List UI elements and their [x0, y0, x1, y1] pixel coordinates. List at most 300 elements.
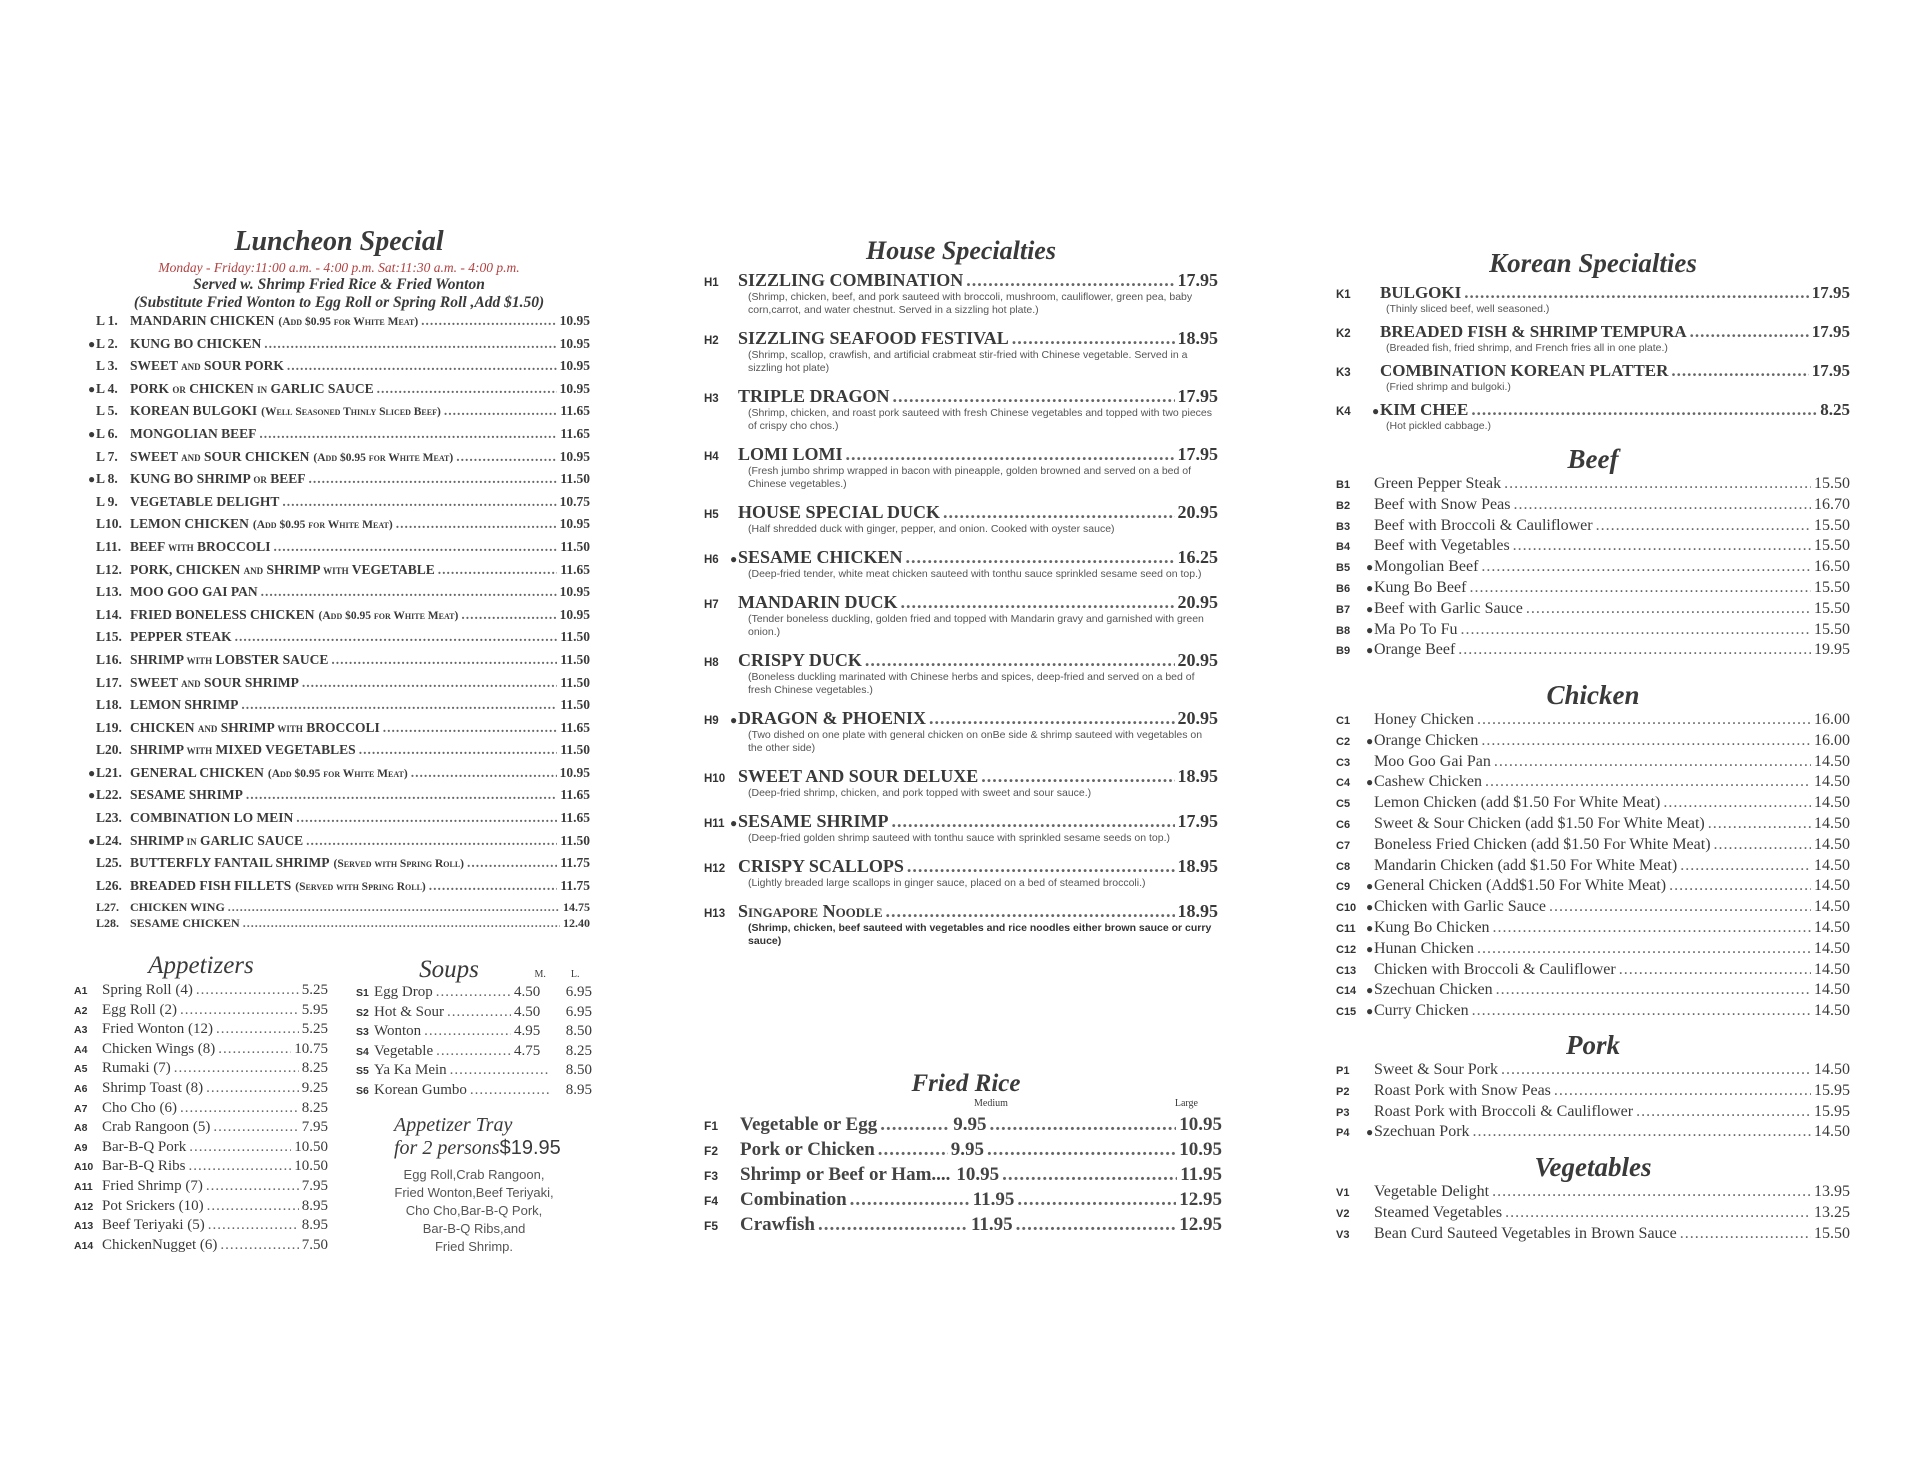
leader-dots [1714, 836, 1811, 854]
item-name: Beef Teriyaki (5) [102, 1217, 205, 1234]
item-name: SESAME SHRIMP [130, 787, 243, 803]
lunch-item [88, 629, 590, 652]
leader-dots [359, 742, 558, 758]
item-name: Szechuan Pork [1374, 1123, 1470, 1141]
chicken-item [1336, 711, 1850, 732]
leader-dots [1680, 857, 1811, 875]
item-price: 14.50 [1814, 752, 1850, 770]
tray-line: Bar-B-Q Ribs,and [422, 1221, 526, 1236]
soups-title: Soups [419, 956, 479, 983]
item-name: Sweet & Sour Pork [1374, 1061, 1498, 1078]
item-price: 11.65 [560, 787, 590, 803]
soups-size-m: M. [534, 969, 546, 980]
item-price: 14.50 [1814, 1002, 1850, 1020]
appetizer-item [74, 1178, 328, 1198]
item-code: L28. [96, 916, 120, 931]
leader-dots [878, 1139, 948, 1161]
item-note: (Add $0.95 for White Meat) [318, 609, 459, 622]
lunch-item [88, 855, 590, 878]
item-price: 11.65 [560, 719, 590, 735]
item-name: Singapore Noodle [738, 901, 883, 921]
fried-rice-title: Fried Rice [911, 1070, 1021, 1097]
item-name: SWEET and SOUR PORK [130, 358, 284, 374]
lunch-item [88, 833, 590, 856]
item-price-large: 8.50 [565, 1023, 592, 1040]
item-name: SWEET and SOUR CHICKEN [130, 448, 310, 464]
item-name: Mongolian Beef [1374, 558, 1479, 576]
item-code: L19. [96, 719, 122, 735]
leader-dots [1485, 773, 1811, 791]
item-price: 5.95 [301, 1001, 328, 1018]
chicken-item [1336, 1002, 1850, 1023]
leader-dots [450, 1062, 549, 1079]
leader-dots [1505, 1204, 1811, 1222]
beef-item [1336, 558, 1850, 579]
leader-dots [1513, 537, 1811, 555]
leader-dots [274, 539, 558, 555]
item-name: Hunan Chicken [1374, 939, 1474, 957]
house-item [704, 328, 1218, 375]
korean-item [1336, 322, 1850, 342]
item-price-medium: 11.95 [970, 1214, 1013, 1235]
chicken-item [1336, 732, 1850, 753]
lunch-item [88, 652, 590, 675]
item-name: Pork or Chicken [740, 1139, 875, 1160]
item-code: K2 [1336, 328, 1351, 340]
item-price: 14.50 [1814, 856, 1850, 874]
item-name: Vegetable Delight [1374, 1183, 1490, 1200]
item-description: (Half shredded duck with ginger, pepper, and onion. Cooked with oyster sauce) [748, 523, 1115, 535]
item-code: B6 [1336, 582, 1351, 595]
item-code: B5 [1336, 562, 1351, 575]
leader-dots [282, 494, 556, 510]
item-code: V2 [1336, 1207, 1350, 1220]
item-name: Beef with Garlic Sauce [1374, 599, 1523, 617]
item-name: Bean Curd Sauteed Vegetables in Brown Sauce [1374, 1224, 1677, 1242]
item-name: Kung Bo Chicken [1374, 918, 1490, 936]
leader-dots [383, 720, 558, 736]
spicy-icon: ● [88, 788, 96, 803]
item-description: (Fresh jumbo shrimp wrapped in bacon with pineapple, golden browned and served on a bed of Chinese vegetables.) [748, 465, 1192, 490]
item-code: F1 [704, 1119, 719, 1133]
item-price: 10.95 [559, 448, 590, 464]
item-note: (Add $0.95 for White Meat) [313, 451, 454, 464]
item-code: C3 [1336, 756, 1351, 769]
item-name: Pot Srickers (10) [102, 1197, 204, 1214]
item-code: P1 [1336, 1065, 1350, 1077]
vegetables-section [1336, 1152, 1850, 1245]
item-name: Steamed Vegetables [1374, 1203, 1503, 1221]
leader-dots [1619, 961, 1811, 979]
leader-dots [261, 584, 557, 600]
leader-dots [264, 336, 556, 352]
item-name: Fried Wonton (12) [102, 1021, 214, 1038]
soup-item [356, 1043, 592, 1063]
appetizer-item [74, 1041, 328, 1061]
house-item [704, 708, 1218, 755]
leader-dots [1680, 1225, 1811, 1243]
item-price: 20.95 [1177, 502, 1218, 522]
item-price: 11.50 [560, 538, 590, 554]
item-price: 15.50 [1814, 516, 1850, 534]
leader-dots [989, 1114, 1176, 1136]
tray-title-2: for 2 persons [394, 1137, 500, 1159]
item-price: 17.95 [1177, 270, 1218, 290]
house-item [704, 766, 1218, 800]
item-name: SWEET AND SOUR DELUXE [738, 766, 979, 786]
item-name: CRISPY DUCK [738, 650, 862, 670]
leader-dots [1481, 732, 1811, 750]
leader-dots [377, 381, 557, 397]
item-price-medium: 4.50 [514, 984, 541, 1000]
item-price: 11.50 [560, 471, 590, 487]
item-name: SHRIMP in GARLIC SAUCE [130, 832, 304, 848]
house-item-row [704, 766, 1218, 787]
appetizer-item [74, 1080, 328, 1100]
pork-item [1336, 1082, 1850, 1103]
leader-dots [216, 1021, 299, 1038]
leader-dots [180, 1002, 299, 1019]
spicy-icon: ● [1366, 1004, 1374, 1019]
item-price: 11.50 [560, 629, 590, 645]
fried-rice-item [704, 1164, 1228, 1189]
beef-section [1336, 444, 1850, 662]
item-code: L 3. [96, 358, 118, 374]
leader-dots [1458, 641, 1811, 659]
item-code: A4 [74, 1043, 88, 1056]
korean-list [1336, 283, 1850, 433]
item-price: 11.75 [560, 877, 590, 893]
lunch-item [88, 916, 590, 932]
leader-dots [886, 901, 1175, 922]
vegetable-item [1336, 1204, 1850, 1225]
item-price: 14.75 [563, 900, 590, 915]
item-price: 10.95 [559, 764, 590, 780]
item-description: (Lightly breaded large scallops in ginger sauce, placed on a bed of steamed broccoli.) [748, 877, 1146, 889]
item-price: 17.95 [1177, 386, 1218, 406]
item-code: L13. [96, 584, 122, 600]
item-code: L 7. [96, 448, 118, 464]
tray-title-1: Appetizer Tray [394, 1114, 513, 1136]
pork-list [1336, 1061, 1850, 1144]
appetizer-item [74, 1100, 328, 1120]
item-code: L18. [96, 697, 122, 713]
item-name: Bar-B-Q Pork [102, 1138, 187, 1155]
item-price: 14.50 [1814, 773, 1850, 791]
item-code: H13 [704, 908, 726, 920]
item-code: C15 [1336, 1006, 1357, 1019]
item-code: A13 [74, 1220, 94, 1233]
tray-line: Fried Wonton,Beef Teriyaki, [394, 1185, 554, 1200]
item-price: 8.25 [301, 1099, 328, 1116]
item-price: 20.95 [1177, 650, 1218, 670]
item-price: 10.95 [559, 606, 590, 622]
beef-item [1336, 621, 1850, 642]
tray-line: Egg Roll,Crab Rangoon, [403, 1167, 545, 1182]
spicy-icon: ● [1366, 920, 1374, 935]
item-code: B2 [1336, 499, 1351, 512]
leader-dots [1596, 517, 1811, 535]
leader-dots [174, 1060, 299, 1077]
item-code: H10 [704, 773, 726, 785]
chicken-item [1336, 919, 1850, 940]
item-description: (Boneless duckling marinated with Chinese herbs and spices, deep-fried and served on a bed of fresh Chinese vegetables.) [748, 671, 1195, 696]
chicken-item [1336, 898, 1850, 919]
item-name: BULGOKI [1380, 283, 1462, 302]
vegetable-item [1336, 1225, 1850, 1246]
leader-dots [1671, 361, 1808, 381]
tray-line: Fried Shrimp. [434, 1239, 514, 1254]
item-code: A6 [74, 1082, 88, 1095]
leader-dots [218, 1041, 291, 1058]
tray-contents [356, 1166, 592, 1256]
fried-rice-item [704, 1189, 1228, 1214]
soups-section [356, 954, 592, 1102]
item-name: Egg Drop [374, 984, 433, 1000]
item-code: K4 [1336, 406, 1351, 418]
spicy-icon: ● [88, 381, 96, 396]
leader-dots [1477, 940, 1811, 958]
item-price: 10.50 [294, 1158, 328, 1175]
item-code: B1 [1336, 479, 1351, 491]
house-item-row [704, 270, 1218, 291]
item-name: MONGOLIAN BEEF [130, 425, 257, 441]
item-name: COMBINATION KOREAN PLATTER [1380, 361, 1669, 380]
item-name: CHICKEN WING [130, 900, 225, 915]
item-name: Beef with Vegetables [1374, 537, 1510, 555]
fried-rice-list [704, 1114, 1228, 1239]
house-item-row [704, 547, 1218, 568]
item-name: BREADED FISH FILLETS [130, 877, 292, 893]
chicken-item [1336, 877, 1850, 898]
leader-dots [818, 1214, 968, 1236]
beef-item [1336, 600, 1850, 621]
item-code: B3 [1336, 520, 1351, 533]
item-name: Wonton [374, 1023, 422, 1040]
leader-dots [1017, 1189, 1176, 1211]
item-name: Curry Chicken [1374, 1002, 1469, 1020]
item-code: A14 [74, 1239, 94, 1252]
appetizer-item [74, 1158, 328, 1178]
item-price: 7.50 [301, 1236, 328, 1253]
pork-title: Pork [1566, 1030, 1620, 1060]
item-price: 11.50 [560, 742, 590, 758]
lunch-item [88, 675, 590, 698]
item-price: 11.65 [560, 403, 590, 419]
item-code: C13 [1336, 964, 1357, 977]
item-price: 17.95 [1811, 361, 1850, 380]
leader-dots [907, 856, 1175, 877]
item-code: L26. [96, 877, 122, 893]
house-item-row [704, 444, 1218, 465]
item-name: Honey Chicken [1374, 711, 1474, 728]
item-price: 8.95 [301, 1217, 328, 1234]
item-price-large: 10.95 [1179, 1114, 1222, 1135]
item-name: Egg Roll (2) [102, 1001, 177, 1018]
item-price-medium: 9.95 [953, 1114, 987, 1135]
lunch-item [88, 878, 590, 901]
leader-dots [411, 765, 557, 781]
item-code: C9 [1336, 881, 1351, 894]
item-name: Korean Gumbo [374, 1081, 467, 1098]
leader-dots [306, 833, 557, 849]
chicken-item [1336, 773, 1850, 794]
item-name: Crab Rangoon (5) [102, 1119, 211, 1136]
spicy-icon: ● [88, 472, 96, 487]
item-price: 8.25 [1820, 400, 1850, 419]
item-code: C10 [1336, 902, 1357, 915]
item-name: Combination [740, 1189, 847, 1210]
leader-dots [246, 787, 557, 803]
vegetables-list [1336, 1183, 1850, 1245]
item-price: 17.95 [1811, 322, 1850, 341]
item-description: (Deep-fried golden shrimp sauteed with tonthu sauce with sprinkled sesame seeds on top.) [748, 832, 1170, 844]
house-item-row [704, 901, 1218, 922]
item-code: L 6. [96, 425, 118, 441]
item-price-medium: 4.95 [514, 1023, 541, 1040]
lunch-item [88, 336, 590, 359]
item-code: C14 [1336, 985, 1357, 998]
leader-dots [943, 502, 1174, 523]
spicy-icon: ● [730, 713, 738, 727]
item-price: 5.25 [301, 1021, 328, 1038]
lunch-item [88, 313, 590, 336]
fried-rice-item [704, 1114, 1228, 1139]
item-price-medium: 4.75 [514, 1042, 541, 1059]
item-code: H1 [704, 277, 719, 289]
item-code: F2 [704, 1144, 719, 1158]
leader-dots [302, 675, 557, 691]
item-code: H8 [704, 657, 719, 669]
item-name: Vegetable [374, 1042, 434, 1059]
item-description: (Shrimp, chicken, and roast pork sauteed with fresh Chinese vegetables and topped with two pieces of crispy cho chos.) [748, 407, 1213, 432]
item-code: H6 [704, 554, 719, 566]
item-name: KOREAN BULGOKI [130, 403, 258, 419]
leader-dots [1012, 328, 1175, 349]
korean-section [1336, 248, 1850, 439]
vegetable-item [1336, 1183, 1850, 1204]
item-code: L16. [96, 651, 122, 667]
chicken-title: Chicken [1546, 680, 1640, 710]
leader-dots [213, 1119, 298, 1136]
appetizer-item [74, 1217, 328, 1237]
item-code: C11 [1336, 922, 1356, 935]
item-name: SIZZLING COMBINATION [738, 270, 964, 290]
leader-dots [259, 426, 557, 442]
house-item [704, 856, 1218, 890]
lunch-item [88, 562, 590, 585]
item-price: 15.50 [1814, 475, 1850, 492]
soup-item [356, 1062, 592, 1082]
spicy-icon: ● [88, 336, 96, 351]
item-price: 20.95 [1177, 592, 1218, 612]
item-price: 15.95 [1814, 1081, 1850, 1099]
item-code: L22. [96, 787, 122, 803]
item-name: Roast Pork with Broccoli & Cauliflower [1374, 1102, 1634, 1120]
korean-item [1336, 400, 1850, 420]
leader-dots [421, 313, 556, 329]
house-title: House Specialties [866, 236, 1056, 265]
house-section [704, 236, 1218, 959]
item-name: Chicken with Garlic Sauce [1374, 898, 1546, 916]
appetizers-list [74, 982, 328, 1256]
item-price: 10.95 [559, 358, 590, 374]
leader-dots [456, 449, 556, 465]
item-code: H12 [704, 863, 726, 875]
spicy-icon: ● [1366, 733, 1374, 748]
item-price: 14.50 [1814, 1061, 1850, 1078]
leader-dots [429, 878, 558, 894]
item-code: L21. [96, 764, 122, 780]
item-note: (Served with Spring Roll) [295, 880, 426, 893]
item-name: BREADED FISH & SHRIMP TEMPURA [1380, 322, 1687, 341]
house-item-row [704, 856, 1218, 877]
leader-dots [196, 982, 299, 999]
item-name: Cho Cho (6) [102, 1099, 177, 1116]
appetizer-tray-section [356, 1114, 592, 1256]
beef-title: Beef [1567, 444, 1619, 474]
item-price: 18.95 [1177, 901, 1218, 921]
leader-dots [1636, 1103, 1811, 1121]
item-name: Ma Po To Fu [1374, 620, 1458, 638]
item-name: GENERAL CHICKEN [130, 764, 264, 780]
item-name: SESAME CHICKEN [738, 547, 903, 567]
spicy-icon: ● [88, 765, 96, 780]
item-price-large: 8.50 [565, 1062, 592, 1079]
item-name: Cashew Chicken [1374, 773, 1482, 791]
item-price: 11.65 [560, 561, 590, 577]
item-description: (Hot pickled cabbage.) [1386, 420, 1492, 432]
leader-dots [207, 1198, 299, 1215]
item-price: 7.95 [301, 1119, 328, 1136]
item-name: HOUSE SPECIAL DUCK [738, 502, 941, 522]
item-code: H4 [704, 451, 719, 463]
item-price: 15.50 [1814, 1224, 1850, 1242]
item-price-large: 8.95 [565, 1081, 592, 1098]
fried-size-m: Medium [974, 1098, 1008, 1109]
item-price: 20.95 [1177, 708, 1218, 728]
spicy-icon: ● [1366, 601, 1374, 616]
tray-line: Cho Cho,Bar-B-Q Pork, [405, 1203, 543, 1218]
item-name: Lemon Chicken (add $1.50 For White Meat) [1374, 794, 1661, 812]
item-code: S4 [356, 1045, 369, 1058]
soup-item [356, 1023, 592, 1043]
pork-item [1336, 1061, 1850, 1082]
item-code: A10 [74, 1161, 94, 1174]
item-price: 11.50 [560, 832, 590, 848]
spicy-icon: ● [1366, 775, 1374, 790]
chicken-section [1336, 680, 1850, 1023]
leader-dots [1469, 579, 1811, 597]
item-name: Kung Bo Beef [1374, 578, 1467, 596]
item-code: C6 [1336, 818, 1351, 831]
item-code: P4 [1336, 1127, 1350, 1140]
leader-dots [220, 1237, 298, 1254]
house-item [704, 650, 1218, 697]
item-code: H11 [704, 818, 725, 830]
item-name: MOO GOO GAI PAN [130, 584, 258, 600]
item-price: 14.50 [1814, 918, 1850, 936]
item-price-large: 6.95 [565, 1003, 592, 1020]
item-code: B4 [1336, 541, 1351, 554]
item-note: (Add $0.95 for White Meat) [267, 767, 408, 780]
luncheon-title: Luncheon Special [234, 226, 444, 257]
leader-dots [296, 810, 557, 826]
item-price: 18.95 [1177, 766, 1218, 786]
lunch-item [88, 516, 590, 539]
leader-dots [436, 984, 511, 1001]
item-name: Boneless Fried Chicken (add $1.50 For White Meat) [1374, 835, 1711, 853]
